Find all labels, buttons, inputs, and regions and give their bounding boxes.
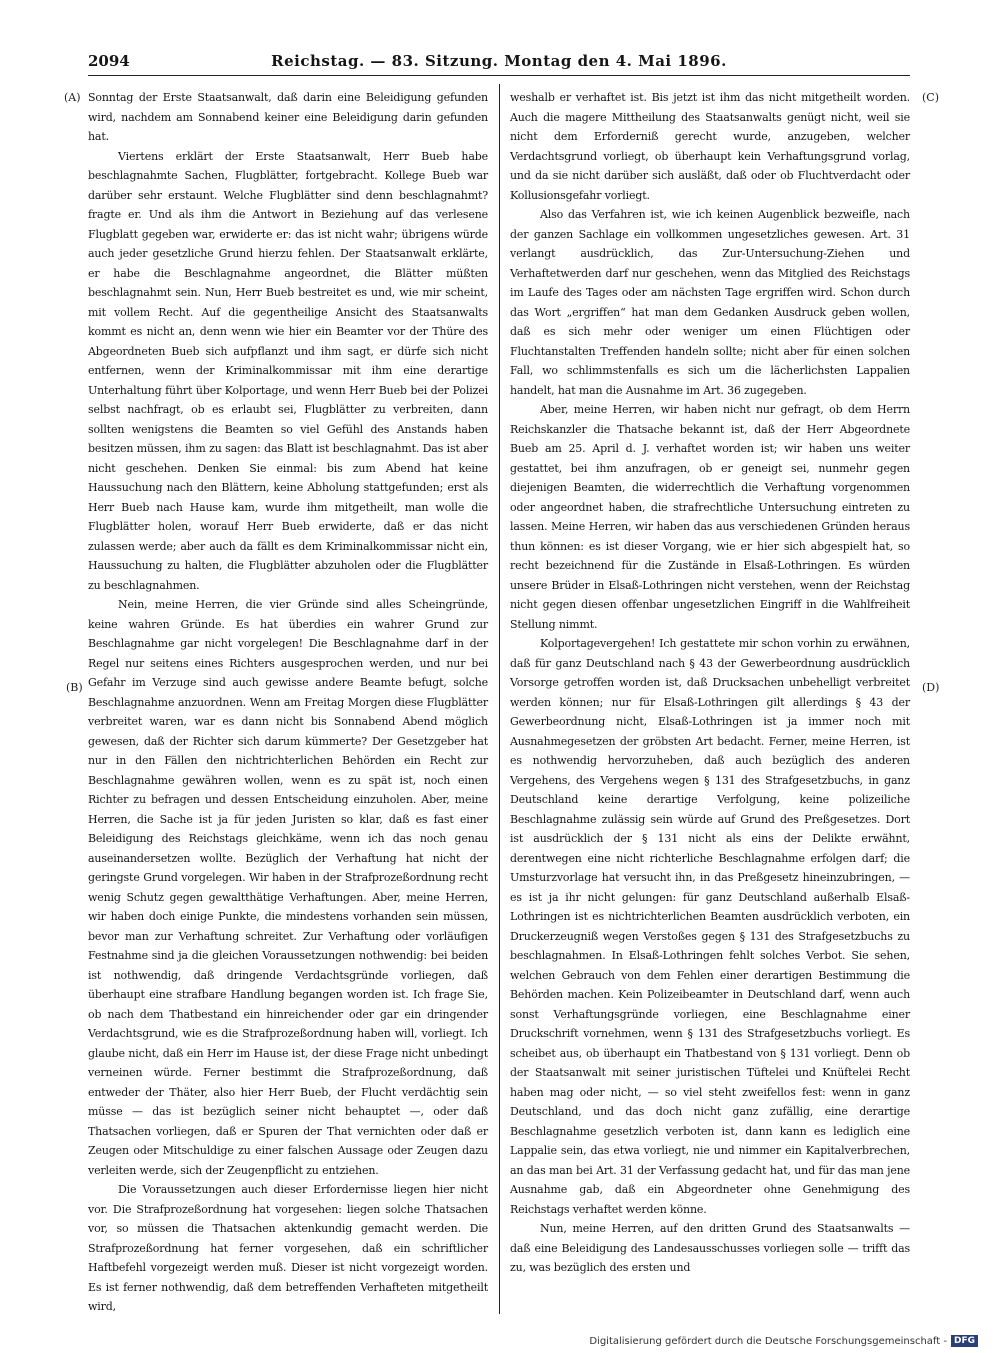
paragraph: Die Voraussetzungen auch dieser Erfordernisse liegen hier nicht vor. Die Strafprozeßordnung hat vorgesehen: liegen solche Thatsachen vor, so müssen die Thatsachen aktenkundig gemacht werden. Die Strafprozeßordnung hat ferner vorgesehen, daß ein schriftlicher Haftbefehl vorgezeigt werden muß. Dieser ist nicht vorgezeigt worden. Es ist ferner nothwendig, daß dem betreffenden Verhafteten mitgetheilt wird, xyxy=(88,1183,488,1313)
margin-marker-c: (C) xyxy=(922,91,939,104)
paragraph: Kolportagevergehen! Ich gestattete mir schon vorhin zu erwähnen, daß für ganz Deutschland nach § 43 der Gewerbeordnung ausdrücklich Vorsorge getroffen worden ist, daß Drucksachen unbehelligt verbreitet werden können; nur für Elsaß-Lothringen gilt allerdings § 43 der Gewerbeordnung nicht, Elsaß-Lothringen ist ja immer noch mit Ausnahmegesetzen der gröbsten Art bedacht. Ferner, meine Herren, ist es nothwendig hervorzuheben, daß auch bezüglich des anderen Vergehens, des Vergehens wegen § 131 des Strafgesetzbuchs, in ganz Deutschland keine derartige Verfolgung, keine polizeiliche Beschlagnahme zulässig sein würde auf Grund des Preßgesetzes. Dort ist ausdrücklich der § 131 nicht als eins der Delikte erwähnt, derentwegen eine nicht richterliche Beschlagnahme erfolgen darf; die Umsturzvorlage hat versucht ihn, in das Preßgesetz hineinzubringen, — es ist ja ihr nicht gelungen: für ganz Deutschland außerhalb Elsaß-Lothringen ist es nichtrichterlichen Beamten ausdrücklich verboten, ein Druckerzeugniß wegen Verstoßes gegen § 131 des Strafgesetzbuchs zu beschlagnahmen. In Elsaß-Lothringen fehlt solches Verbot. Sie sehen, welchen Gebrauch von dem Fehlen einer derartigen Bestimmung die Behörden machen. Kein Polizeibeamter in Deutschland darf, wenn auch sonst Verhaftungsgründe vorliegen, eine Beschlagnahme einer Druckschrift vornehmen, wenn § 131 des Strafgesetzbuchs vorliegt. Es scheibet aus, ob überhaupt ein Thatbestand von § 131 vorliegt. Denn ob der Staatsanwalt mit seiner juristischen Tüftelei und Knüftelei Recht haben mag oder nicht, — so viel steht zweifellos fest: wenn in ganz Deutschland, und das doch nicht ganz zufällig, eine derartige Beschlagnahme gesetzlich verboten ist, dann kann es lediglich eine Lappalie sein, das etwa vorliegt, nie und nimmer ein Kapitalverbrechen, an das man bei Art. 31 der Verfassung gedacht hat, und für das man jene Ausnahme gab, daß ein Abgeordneter ohne Genehmigung des Reichstags verhaftet werden könne. xyxy=(510,637,910,1216)
left-column xyxy=(88,88,488,1313)
paragraph: Nein, meine Herren, die vier Gründe sind alles Scheingründe, keine wahren Gründe. Es hat überdies ein wahrer Grund zur Beschlagnahme gar nicht vorgelegen! Die Beschlagnahme darf in der Regel nur seitens eines Richters ausgesprochen werden, und nur bei Gefahr im Verzuge sind auch gewisse andere Beamte befugt, solche Beschlagnahme anzuordnen. Wenn am Freitag Morgen diese Flugblätter verbreitet waren, war es dann nicht bis Sonnabend Abend möglich gewesen, daß der Richter sich darum kümmerte? Der Gesetzgeber hat nur in den Fällen den nichtrichterlichen Behörden ein Recht zur Beschlagnahme gewähren wollen, wenn es zu spät ist, noch einen Richter zu befragen und dessen Entscheidung einzuholen. Aber, meine Herren, die Sache ist ja für jeden Juristen so klar, daß es fast einer Beleidigung des Reichstags gleichkäme, wenn ich das noch genau auseinandersetzen wollte. Bezüglich der Verhaftung hat nicht der geringste Grund vorgelegen. Wir haben in der Strafprozeßordnung recht wenig Schutz gegen gewaltthätige Verhaftungen. Aber, meine Herren, wir haben doch einige Punkte, die mindestens vorhanden sein müssen, bevor man zur Verhaftung schreitet. Zur Verhaftung oder vorläufigen Festnahme sind ja die gleichen Voraussetzungen nothwendig: bei beiden ist nothwendig, daß dringende Verdachtsgründe vorliegen, daß überhaupt eine strafbare Handlung begangen worden ist. Ich frage Sie, ob nach dem Thatbestand ein hinreichender oder gar ein dringender Verdachtsgrund, wie es die Strafprozeßordnung haben will, vorliegt. Ich glaube nicht, daß ein Herr im Hause ist, der diese Frage nicht unbedingt verneinen würde. Ferner bestimmt die Strafprozeßordnung, daß entweder der Thäter, also hier Herr Bueb, der Flucht verdächtig sein müsse — das ist bezüglich seiner nicht behauptet —, oder daß Thatsachen vorliegen, daß er Spuren der That vernichten oder daß er Zeugen oder Mitschuldige zu einer falschen Aussage oder Zeugen dazu verleiten werde, sich der Zeugenpflicht zu entziehen. xyxy=(88,598,488,1177)
header-rule xyxy=(88,75,910,76)
paragraph: Also das Verfahren ist, wie ich keinen Augenblick bezweifle, nach der ganzen Sachlage ein vollkommen ungesetzliches gewesen. Art. 31 verlangt ausdrücklich, das Zur-Untersuchung-Ziehen und Verhaftetwerden darf nur geschehen, wenn das Mitglied des Reichstags im Laufe des Tages oder am nächsten Tage ergriffen wird. Schon durch das Wort „ergriffen“ hat man dem Gedanken Ausdruck geben wollen, daß es sich mehr oder weniger um einen Flüchtigen oder Fluchtanstalten Treffenden handeln sollte; nicht aber für einen solchen Fall, wo schlimmstenfalls es sich um die lächerlichsten Lappalien handelt, hat man die Ausnahme im Art. 36 zugegeben. xyxy=(510,208,910,397)
footer-text: Digitalisierung gefördert durch die Deutsche Forschungsgemeinschaft - xyxy=(589,1336,947,1347)
margin-marker-d: (D) xyxy=(922,681,940,694)
paragraph: Sonntag der Erste Staatsanwalt, daß darin eine Beleidigung gefunden wird, nachdem am Sonnabend keiner eine Beleidigung darin gefunden hat. xyxy=(88,91,488,143)
margin-marker-b: (B) xyxy=(66,681,83,694)
right-column xyxy=(510,88,910,1274)
dfg-logo-icon: DFG xyxy=(951,1335,978,1347)
funding-footer xyxy=(589,1335,978,1349)
running-head: Reichstag. — 83. Sitzung. Montag den 4. Mai 1896. xyxy=(271,52,727,70)
page-number: 2094 xyxy=(88,52,130,70)
column-divider xyxy=(499,84,500,1314)
page-header xyxy=(88,50,910,72)
paragraph: Viertens erklärt der Erste Staatsanwalt, Herr Bueb habe beschlagnahmte Sachen, Flugblätter, fortgebracht. Kollege Bueb war darüber sehr erstaunt. Welche Flugblätter sind denn beschlagnahmt? fragte er. Und als ihm die Antwort in Beziehung auf das verlesene Flugblatt gegeben war, erwiderte er: das ist nicht wahr; übrigens würde auch jeder gesetzliche Grund hierzu fehlen. Der Staatsanwalt erklärte, er habe die Beschlagnahme angeordnet, die Blätter müßten beschlagnahmt sein. Nun, Herr Bueb bestreitet es und, wie mir scheint, mit vollem Recht. Auf die gegentheilige Ansicht des Staatsanwalts kommt es nicht an, denn wenn wie hier ein Beamter vor der Thüre des Abgeordneten Bueb sich aufpflanzt und ihm sagt, er dürfe sich nicht entfernen, wenn der Kriminalkommissar mit ihm eine derartige Unterhaltung führt über Kolportage, und wenn Herr Bueb bei der Polizei selbst nachfragt, ob es erlaubt sei, Flugblätter zu verbreiten, dann sollten wenigstens die Beamten so viel Gefühl des Anstands haben besitzen müssen, ihm zu sagen: das Blatt ist beschlagnahmt. Das ist aber nicht geschehen. Denken Sie einmal: bis zum Abend hat keine Haussuchung nach den Blättern, keine Abholung stattgefunden; erst als Herr Bueb nach Hause kam, wurde ihm mitgetheilt, man wolle die Flugblätter holen, worauf Herr Bueb erwiderte, daß er das nicht zulassen werde; aber auch da fällt es dem Kriminalkommissar nicht ein, Haussuchung zu halten, die Flugblätter abzuholen oder die Flugblätter zu beschlagnahmen. xyxy=(88,149,488,592)
paragraph: Nun, meine Herren, auf den dritten Grund des Staatsanwalts — daß eine Beleidigung des Landesausschusses vorliegen solle — trifft das zu, was bezüglich des ersten und xyxy=(510,1222,910,1274)
margin-marker-a: (A) xyxy=(64,91,81,104)
paragraph: weshalb er verhaftet ist. Bis jetzt ist ihm das nicht mitgetheilt worden. Auch die magere Mittheilung des Staatsanwalts genügt nicht, weil sie nicht dem Erforderniß gerecht wurde, anzugeben, welcher Verdachtsgrund vorliegt, ob überhaupt kein Verhaftungsgrund vorlag, und da sie nicht darüber sich ausläßt, daß oder ob Fluchtverdacht oder Kollusionsgefahr vorliegt. xyxy=(510,91,910,202)
paragraph: Aber, meine Herren, wir haben nicht nur gefragt, ob dem Herrn Reichskanzler die Thatsache bekannt ist, daß der Herr Abgeordnete Bueb am 25. April d. J. verhaftet worden ist; wir haben uns weiter gestattet, bei ihm anzufragen, ob er geneigt sei, nunmehr gegen diejenigen Beamten, die widerrechtlich die Verhaftung vorgenommen oder angeordnet haben, die strafrechtliche Untersuchung eintreten zu lassen. Meine Herren, wir haben das aus verschiedenen Gründen heraus thun können: es ist dieser Vorgang, wie er hier sich abgespielt hat, so recht bezeichnend für die Zustände in Elsaß-Lothringen. Es würden unsere Brüder in Elsaß-Lothringen nicht verstehen, wenn der Reichstag nicht gegen diesen offenbar ungesetzlichen Eingriff in die Wahlfreiheit Stellung nimmt. xyxy=(510,403,910,631)
